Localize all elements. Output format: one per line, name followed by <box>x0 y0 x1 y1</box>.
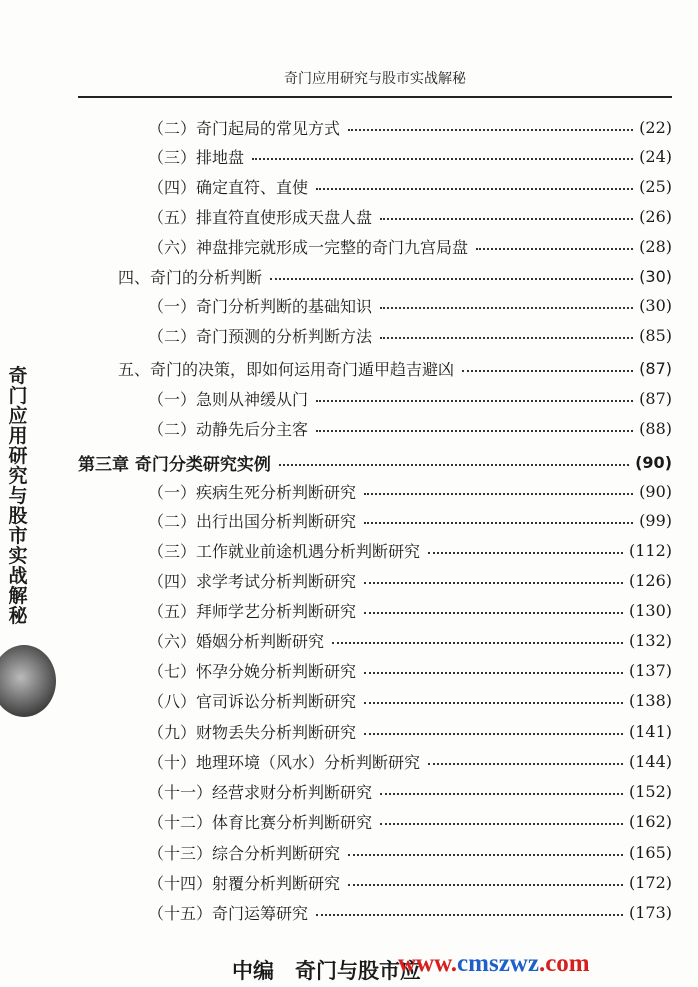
toc-entry[interactable] <box>148 808 672 834</box>
running-head: 奇门应用研究与股市实战解秘 <box>284 71 466 87</box>
toc-entry-title: （十一）经营求财分析判断研究 <box>148 782 373 802</box>
toc-entry[interactable] <box>148 839 672 865</box>
toc-entry-page: (87) <box>639 358 672 378</box>
toc-entry[interactable] <box>148 322 672 348</box>
toc-entry[interactable] <box>148 233 672 259</box>
toc-entry-page: (30) <box>639 295 672 315</box>
dot-leader <box>279 464 629 466</box>
dot-leader <box>364 493 633 495</box>
dot-leader <box>316 188 633 190</box>
toc-entry-page: (88) <box>639 418 672 438</box>
watermark <box>398 950 590 978</box>
toc-entry-title: （五）排直符直使形成天盘人盘 <box>148 207 373 227</box>
dot-leader <box>462 370 633 372</box>
dot-leader <box>316 400 633 402</box>
toc-entry-page: (28) <box>639 236 672 256</box>
toc-entry[interactable] <box>78 449 672 475</box>
toc-entry[interactable] <box>148 718 672 744</box>
toc-entry-title: （三）工作就业前途机遇分析判断研究 <box>148 541 421 561</box>
toc-entry-title: （四）求学考试分析判断研究 <box>148 571 357 591</box>
toc-entry[interactable] <box>148 143 672 169</box>
toc-entry-title: （一）疾病生死分析判断研究 <box>148 482 357 502</box>
toc-entry[interactable] <box>118 263 672 289</box>
toc-entry-page: (172) <box>628 872 672 892</box>
dot-leader <box>252 158 633 160</box>
toc-entry-page: (87) <box>639 388 672 408</box>
dot-leader <box>380 307 633 309</box>
toc-entry-page: (165) <box>628 842 672 862</box>
toc-entry[interactable] <box>148 478 672 504</box>
toc-entry-title: （六）婚姻分析判断研究 <box>148 631 325 651</box>
dot-leader <box>364 672 623 674</box>
toc-entry-title: 四、奇门的分析判断 <box>118 267 263 287</box>
toc-entry-page: (90) <box>635 452 672 472</box>
toc-entry-title: （十）地理环境（风水）分析判断研究 <box>148 752 421 772</box>
toc-entry-page: (132) <box>628 630 672 650</box>
watermark-suffix: .com <box>538 950 590 977</box>
dot-leader <box>364 612 623 614</box>
toc-entry-title: （四）确定直符、直使 <box>148 177 309 197</box>
toc-entry-page: (24) <box>639 146 672 166</box>
toc-entry-page: (85) <box>639 325 672 345</box>
toc-entry[interactable] <box>148 899 672 925</box>
toc-entry-page: (99) <box>639 510 672 530</box>
toc-entry[interactable] <box>148 537 672 563</box>
toc-entry[interactable] <box>148 173 672 199</box>
dot-leader <box>332 642 623 644</box>
toc-entry[interactable] <box>148 567 672 593</box>
dot-leader <box>364 522 633 524</box>
dot-leader <box>364 582 623 584</box>
dot-leader <box>348 884 623 886</box>
toc-entry-page: (130) <box>628 600 672 620</box>
toc-entry-title: （十四）射覆分析判断研究 <box>148 873 341 893</box>
toc-entry[interactable] <box>148 657 672 683</box>
toc-entry-page: (90) <box>639 481 672 501</box>
toc-entry-title: （十三）综合分析判断研究 <box>148 843 341 863</box>
toc-entry-page: (144) <box>628 751 672 771</box>
toc-entry[interactable] <box>148 687 672 713</box>
watermark-prefix: www. <box>398 950 458 977</box>
toc-entry-page: (26) <box>639 206 672 226</box>
toc-entry-page: (137) <box>628 660 672 680</box>
toc-entry[interactable] <box>148 415 672 441</box>
toc-entry-title: （一）急则从神缓从门 <box>148 389 309 409</box>
toc-entry[interactable] <box>148 627 672 653</box>
dot-leader <box>270 278 633 280</box>
toc-entry-title: （二）奇门预测的分析判断方法 <box>148 326 373 346</box>
toc-entry-page: (141) <box>628 721 672 741</box>
toc-entry[interactable] <box>148 597 672 623</box>
toc-entry-page: (112) <box>628 540 672 560</box>
toc-entry-page: (152) <box>628 781 672 801</box>
toc-entry-title: （六）神盘排完就形成一完整的奇门九宫局盘 <box>148 237 469 257</box>
dot-leader <box>348 854 623 856</box>
toc-entry-title: 五、奇门的决策，即如何运用奇门遁甲趋吉避凶 <box>118 359 455 379</box>
toc-entry[interactable] <box>148 203 672 229</box>
toc-entry[interactable] <box>148 114 672 140</box>
toc-entry-title: 第三章 奇门分类研究实例 <box>78 454 271 475</box>
toc-entry-title: （二）奇门起局的常见方式 <box>148 118 341 138</box>
toc-entry-title: （二）出行出国分析判断研究 <box>148 511 357 531</box>
dot-leader <box>428 763 623 765</box>
toc-entry-page: (138) <box>628 690 672 710</box>
toc-entry-page: (126) <box>628 570 672 590</box>
dot-leader <box>380 337 633 339</box>
dot-leader <box>348 129 633 131</box>
toc-entry-page: (25) <box>639 176 672 196</box>
dot-leader <box>364 733 623 735</box>
watermark-domain: cmszwz <box>457 950 539 977</box>
dot-leader <box>428 552 623 554</box>
toc-entry-title: （七）怀孕分娩分析判断研究 <box>148 661 357 681</box>
dot-leader <box>316 430 633 432</box>
toc-entry-title: （九）财物丢失分析判断研究 <box>148 722 357 742</box>
toc-entry[interactable] <box>148 778 672 804</box>
dot-leader <box>380 823 623 825</box>
toc-entry-title: （十二）体育比赛分析判断研究 <box>148 812 373 832</box>
toc-entry-title: （一）奇门分析判断的基础知识 <box>148 296 373 316</box>
dot-leader <box>380 793 623 795</box>
toc-entry[interactable] <box>148 292 672 318</box>
toc-entry-title: （十五）奇门运筹研究 <box>148 903 309 923</box>
toc-entry[interactable] <box>148 507 672 533</box>
toc-entry-title: （五）拜师学艺分析判断研究 <box>148 601 357 621</box>
dot-leader <box>476 248 633 250</box>
dot-leader <box>316 914 623 916</box>
toc-entry-title: （八）官司诉讼分析判断研究 <box>148 691 357 711</box>
header-rule <box>78 96 672 98</box>
toc-entry-page: (22) <box>639 117 672 137</box>
toc-entry-title: （二）动静先后分主客 <box>148 419 309 439</box>
toc-entry[interactable] <box>148 748 672 774</box>
toc-entry-page: (162) <box>628 811 672 831</box>
toc-entry-title: （三）排地盘 <box>148 147 245 167</box>
dot-leader <box>364 702 623 704</box>
toc-entry-page: (30) <box>639 266 672 286</box>
dot-leader <box>380 218 633 220</box>
toc-entry[interactable] <box>148 869 672 895</box>
side-title: 奇门应用研究与股市实战解秘 <box>8 365 28 627</box>
toc-entry-page: (173) <box>628 902 672 922</box>
seal-emblem <box>0 645 56 717</box>
toc-entry[interactable] <box>118 355 672 381</box>
toc-entry[interactable] <box>148 385 672 411</box>
part-title: 中编 奇门与股市应 <box>232 959 421 983</box>
